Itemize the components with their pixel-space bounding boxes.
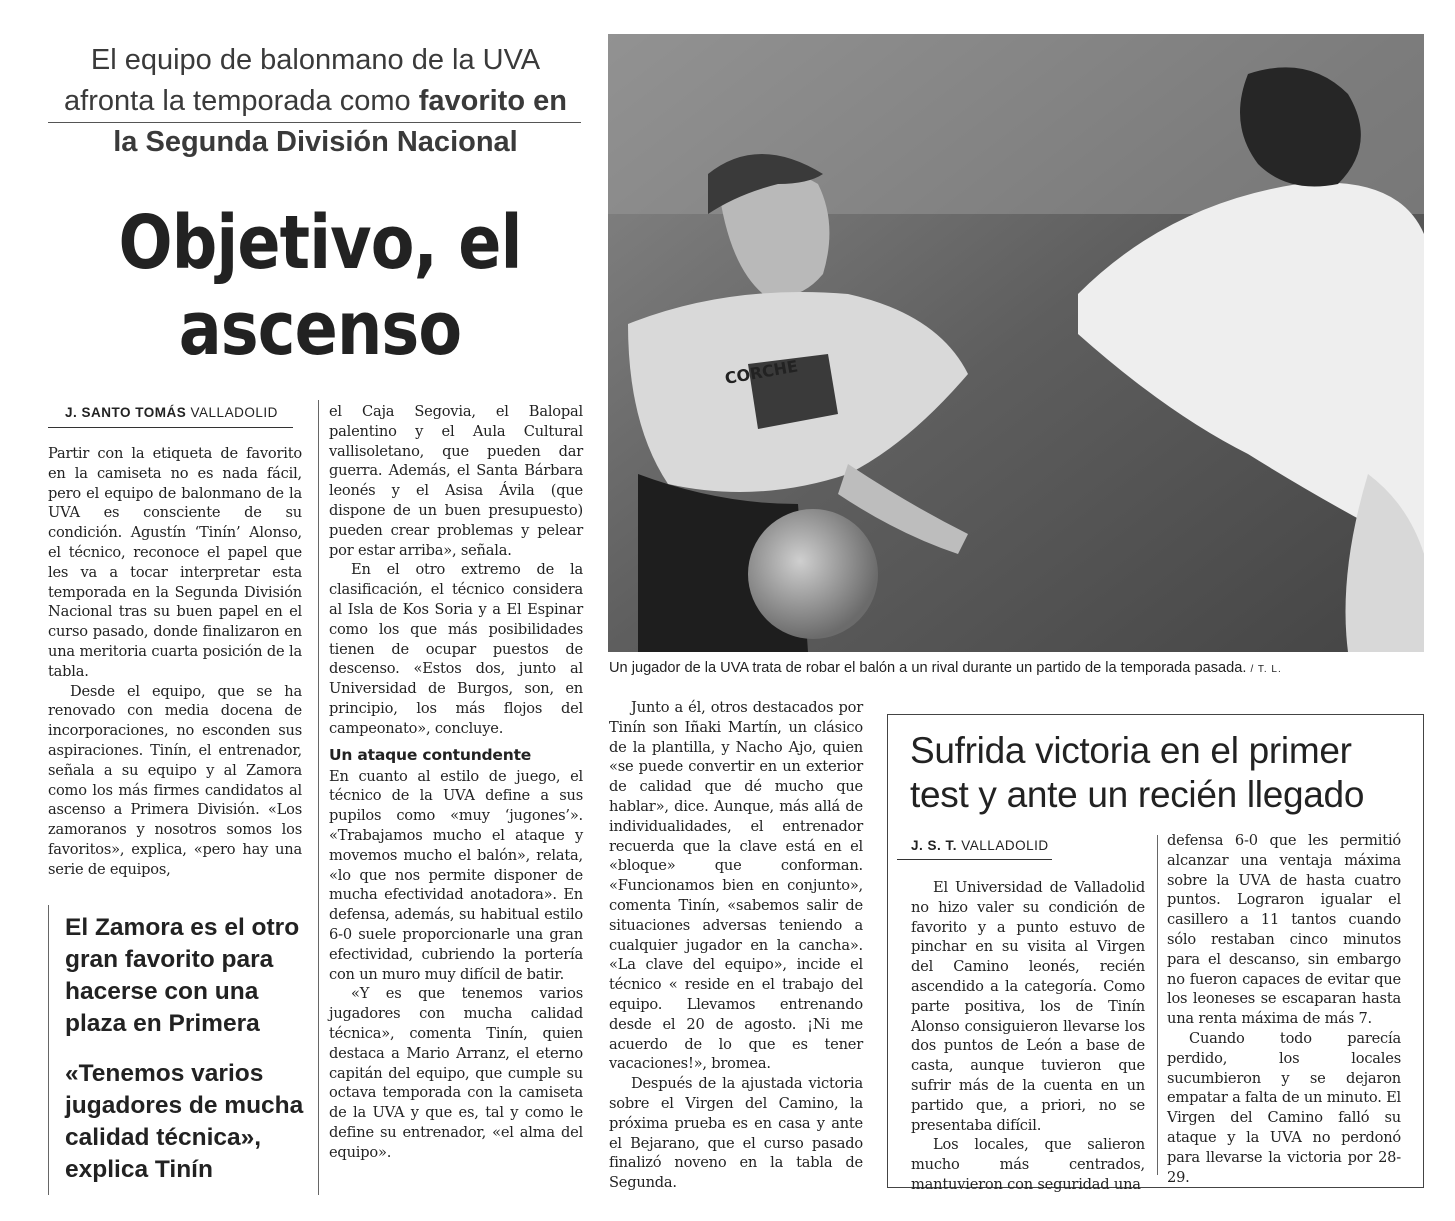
sidebar-headline: Sufrida victoria en el primer test y ante un recién llegado — [910, 730, 1365, 815]
kicker-line-2 — [48, 81, 583, 122]
photo — [608, 34, 1424, 652]
paragraph: «Y es que tenemos varios jugadores con mucha calidad técnica», comenta Tinín, quien destaca a Mario Arranz, el eterno capitán del equipo, que cumple su octava temporada con la camiseta de la UVA y que es, tal y como le define su entrenador, «el alma del equipo». — [329, 985, 583, 1161]
pullquote-2: «Tenemos varios jugadores de mucha calidad técnica», explica Tinín — [65, 1060, 304, 1183]
sidebar-col-1 — [911, 878, 1145, 1195]
headline-line-2: ascenso — [178, 286, 462, 372]
photo-illustration — [608, 34, 1424, 652]
kicker-rule — [48, 122, 581, 123]
paragraph: Desde el equipo, que se ha renovado con media docena de incorporaciones, no esconden sus aspiraciones. Tinín, el entrenador, señala a su equipo y al Zamora como los más firmes candidatos al ascenso a Primera División. «Los zamoranos y nosotros somos los favoritos», explica, «pero hay una serie de equipos, — [48, 682, 302, 878]
paragraph: Los locales, que salieron mucho más centrados, mantuvieron con seguridad una — [911, 1136, 1145, 1193]
sidebar-col-2 — [1167, 831, 1401, 1187]
paragraph: el Caja Segovia, el Balopal palentino y el Aula Cultural vallisoletano, que pueden dar guerra. Además, el Santa Bárbara leonés y el Asisa Ávila (que dispone de un buen presupuesto) pueden crear problemas y pelear por estar arriba», señala. — [329, 403, 583, 559]
sidebar-place: VALLADOLID — [961, 838, 1049, 853]
photo-credit: / T. L. — [1250, 664, 1282, 675]
sidebar-author: J. S. T. — [911, 838, 958, 853]
kicker-line-1: El equipo de balonmano de la UVA — [90, 44, 541, 76]
paragraph: El Universidad de Valladolid no hizo valer su condición de favorito y a punto estuvo de pinchar en su visita al Virgen del Camino leonés, recién ascendido a la categoría. Como parte positiva, los de Tinín Alonso consiguieron llevarse los dos puntos de León a base de casta, aunque tuvieron que sufrir más de la cuenta en un partido que, a priori, no se presentaba difícil. — [911, 879, 1145, 1134]
article-col-1 — [48, 444, 302, 880]
subhead: Un ataque contundente — [329, 745, 532, 764]
kicker-line-2-bold: favorito en — [418, 85, 567, 117]
jersey-text: CORCHE — [723, 356, 800, 388]
headline-line-1: Objetivo, el — [118, 200, 522, 286]
article-col-2 — [329, 402, 583, 1162]
kicker-line-3: la Segunda División Nacional — [113, 126, 518, 158]
paragraph: Partir con la etiqueta de favorito en la camiseta no es nada fácil, pero el equipo de balonmano de la UVA es consciente de su condición. Agustín ‘Tinín’ Alonso, el técnico, reconoce el papel que les va a tocar interpretar esta temporada en la Segunda División Nacional tras su buen papel en el curso pasado, donde finalizaron en una meritoria cuarta posición de la tabla. — [48, 445, 302, 680]
byline-author: J. SANTO TOMÁS — [65, 405, 187, 420]
pullquote-rule — [48, 905, 49, 1195]
byline — [65, 405, 278, 420]
pullquote-1: El Zamora es el otro gran favorito para hacerse con una plaza en Primera — [65, 914, 300, 1037]
column-divider — [318, 400, 319, 1195]
paragraph: Después de la ajustada victoria sobre el Virgen del Camino, la próxima prueba es en casa y ante el Bejarano, que el curso pasado finalizó noveno en la tabla de Segunda. — [609, 1075, 863, 1192]
article-col-3 — [609, 698, 863, 1193]
paragraph: En cuanto al estilo de juego, el técnico de la UVA define a sus pupilos como «muy ‘jugones’». «Trabajamos mucho el ataque y movemos mucho el balón», relata, «lo que nos permite disponer de mucha efectividad anotadora». En defensa, además, su habitual estilo 6-0 suele proporcionarle una gran efectividad, cubriendo la portería con un muro muy difícil de batir. — [329, 767, 583, 983]
paragraph: Junto a él, otros destacados por Tinín son Iñaki Martín, un clásico de la plantilla, y Nacho Ajo, quien «se puede convertir en un exterior de calidad que dé mucho que hablar», dice. Aunque, más allá de individualidades, el entrenador recuerda que la clave está en el «bloque» que conforman. «Funcionamos bien en conjunto», comenta Tinín, «sabemos salir de situaciones adversas teniendo a cualquier jugador en la cancha». «La clave del equipo», incide el técnico « reside en el trabajo del equipo. Llevamos entrenando desde el 20 de agosto. ¡Ni me acuerdo de lo que es tener vacaciones!», bromea. — [609, 699, 863, 1073]
byline-rule — [48, 427, 293, 428]
kicker-line-2-plain: afronta la temporada como — [64, 85, 419, 117]
paragraph: En el otro extremo de la clasificación, el técnico considera al Isla de Kos Soria y a El Espinar como los que más posibilidades tienen de ocupar puestos de descenso. «Estos dos, junto al Universidad de Burgos, son, en principio, los más flojos del campeonato», concluye. — [329, 561, 583, 737]
kicker — [48, 40, 583, 163]
sidebar-byline-rule — [897, 859, 1052, 860]
sidebar-column-divider — [1157, 835, 1158, 1175]
photo-caption — [609, 660, 1429, 676]
headline — [96, 200, 543, 372]
caption-text: Un jugador de la UVA trata de robar el balón a un rival durante un partido de la temporada pasada. — [609, 660, 1247, 676]
byline-place: VALLADOLID — [190, 405, 278, 420]
sidebar-byline — [911, 838, 1049, 853]
paragraph: Cuando todo parecía perdido, los locales sucumbieron y se dejaron empatar a falta de un minuto. El Virgen del Camino falló su ataque y la UVA no perdonó para llevarse la victoria por 28-29. — [1167, 1029, 1401, 1186]
paragraph: defensa 6-0 que les permitió alcanzar una ventaja máxima sobre la UVA de hasta cuatro puntos. Lograron igualar el casillero a 11 tantos cuando sólo restaban cinco minutos para el descanso, sin embargo no fueron capaces de evitar que los leoneses se escaparan hasta una renta máxima de más 7. — [1167, 832, 1401, 1028]
